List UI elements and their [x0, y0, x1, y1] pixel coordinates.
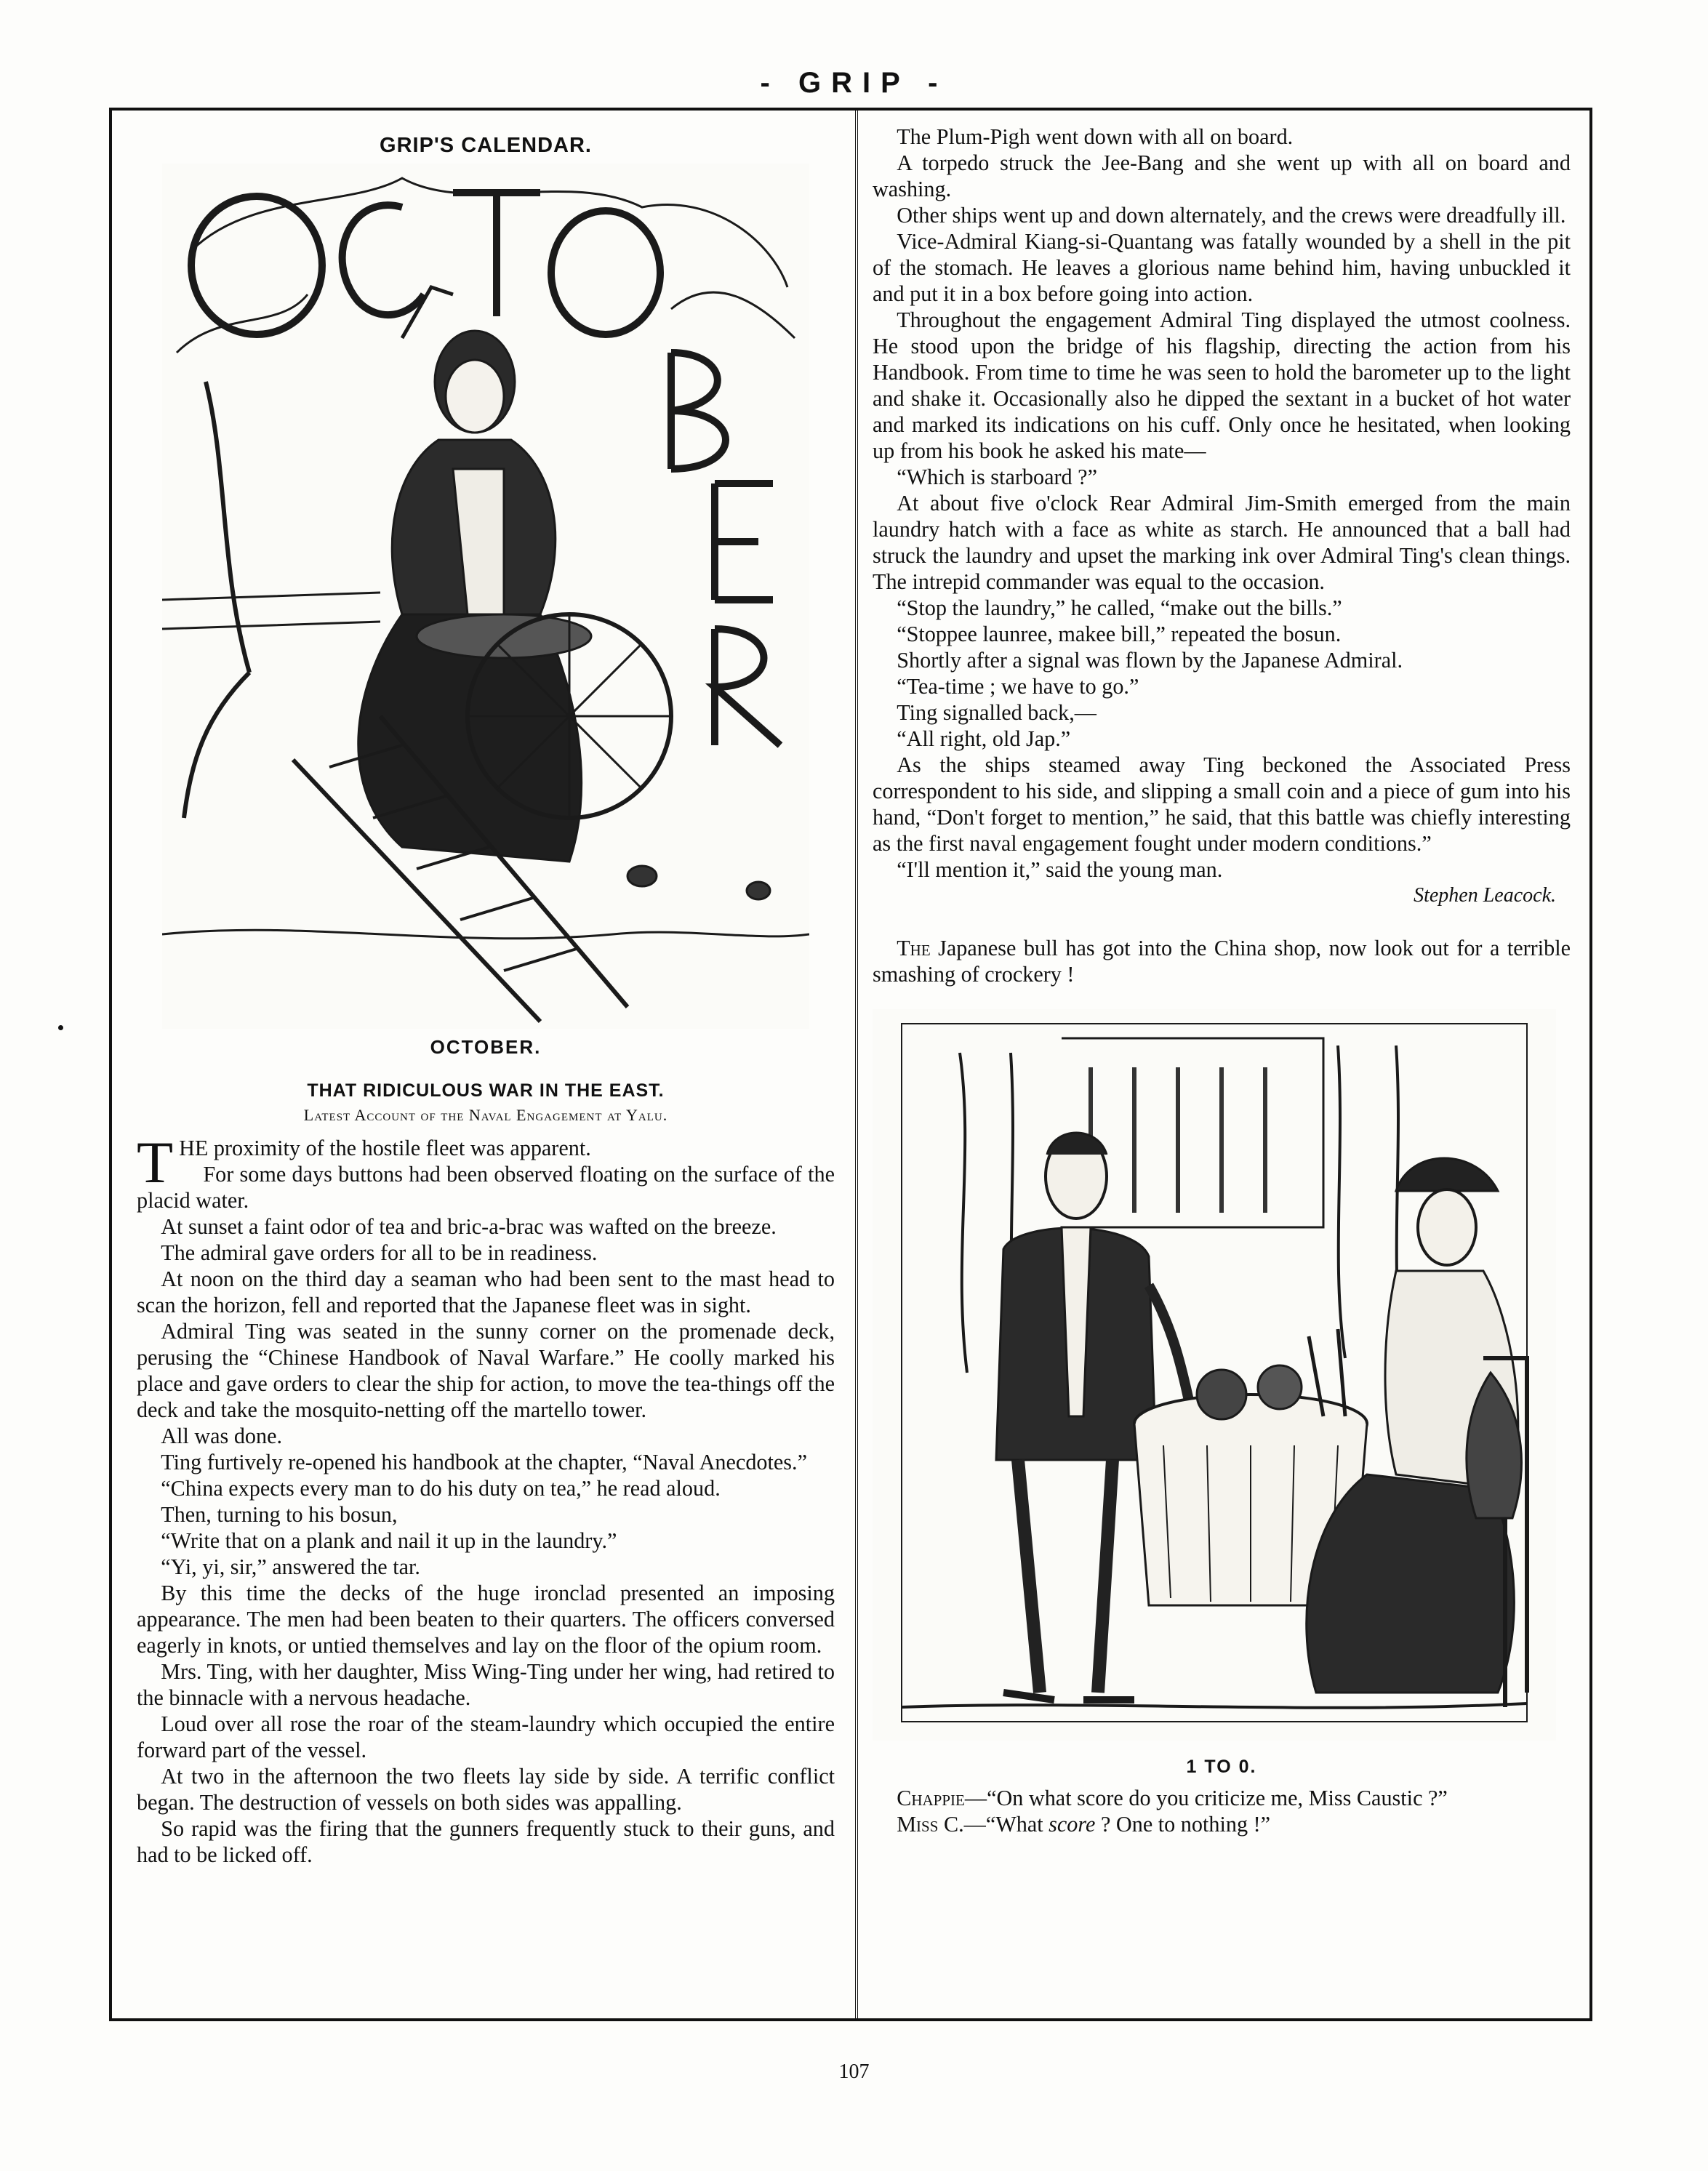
article-title: THAT RIDICULOUS WAR IN THE EAST.	[307, 1080, 665, 1101]
speaker-chappie: Chappie	[897, 1786, 965, 1810]
paragraph: Throughout the engagement Admiral Ting displayed the utmost coolness. He stood upon the bridge of his flagship, directing the action from his Handbook. From time to time he was seen to hold the barometer up to the light and shake it. Occasionally also he dipped the sextant in a bucket of hot water and marked its indications on his cuff. Only once he hesitated, when looking up from his book he asked his mate—	[873, 308, 1571, 463]
paragraph: For some days buttons had been observed floating on the surface of the placid water.	[137, 1162, 835, 1213]
october-illustration	[162, 164, 809, 1029]
article-body-left	[137, 1129, 835, 1868]
paragraph: So rapid was the firing that the gunners frequently stuck to their guns, and had to be licked off.	[137, 1816, 835, 1867]
paragraph: Then, turning to his bosun,	[161, 1502, 398, 1527]
ink-speck	[58, 1025, 63, 1030]
left-column	[137, 124, 835, 1868]
paragraph: By this time the decks of the huge ironclad presented an imposing appearance. The men had been beaten to their quarters. The officers conversed eagerly in knots, or untied themselves and lay on the floor of the opium room.	[137, 1581, 835, 1658]
page-number: 107	[838, 2060, 870, 2083]
dialogue-line	[873, 1811, 1571, 1837]
paragraph: A torpedo struck the Jee-Bang and she went up with all on board and washing.	[873, 151, 1571, 201]
paragraph: All was done.	[161, 1424, 283, 1448]
paragraph: The Plum-Pigh went down with all on board.	[897, 124, 1294, 149]
calendar-title: GRIP'S CALENDAR.	[380, 134, 592, 157]
october-caption: OCTOBER.	[430, 1036, 542, 1058]
author-signature: Stephen Leacock.	[1414, 884, 1556, 907]
drop-cap: T	[137, 1129, 174, 1195]
paragraph: Other ships went up and down alternately, and the crews were dreadfully ill.	[897, 203, 1566, 228]
article-subtitle: Latest Account of the Naval Engagement at Yalu.	[303, 1106, 668, 1124]
paragraph: At two in the afternoon the two fleets lay side by side. A terrific conflict began. The destruction of vessels on both sides was appalling.	[137, 1764, 835, 1815]
masthead: - GRIP -	[760, 67, 948, 99]
paragraph: “Write that on a plank and nail it up in the laundry.”	[161, 1528, 617, 1553]
paragraph: As the ships steamed away Ting beckoned the Associated Press correspondent to his side, and slipping a small coin and a piece of gum into his hand, “Don't forget to mention,” he said, that this battle was chiefly interesting as the first naval engagement fought under modern conditions.”	[873, 753, 1571, 856]
squib-paragraph	[873, 935, 1571, 987]
paragraph: “All right, old Jap.”	[897, 726, 1071, 751]
paragraph: “China expects every man to do his duty on tea,” he read aloud.	[161, 1476, 721, 1501]
squib-lead: The	[897, 936, 931, 960]
paragraph: “Stop the laundry,” he called, “make out the bills.”	[897, 595, 1342, 620]
dialogue-line	[873, 1785, 1571, 1811]
tea-table-cartoon-illustration	[873, 1009, 1556, 1741]
paragraph: The admiral gave orders for all to be in readiness.	[161, 1240, 598, 1265]
paragraph: Ting furtively re-opened his handbook at the chapter, “Naval Anecdotes.”	[161, 1450, 807, 1474]
paragraph: At noon on the third day a seaman who had been sent to the mast head to scan the horizon, fell and reported that the Japanese fleet was in sight.	[137, 1267, 835, 1317]
column-divider	[855, 111, 858, 2020]
dialogue-text: —“What	[963, 1812, 1049, 1837]
dialogue-text: ? One to nothing !”	[1095, 1812, 1271, 1837]
paragraph: At about five o'clock Rear Admiral Jim-Smith emerged from the main laundry hatch with a face as white as starch. He announced that a ball had struck the laundry and upset the marking ink over Admiral Ting's clean things. The intrepid commander was equal to the occasion.	[873, 491, 1571, 594]
cartoon-dialogue	[873, 1785, 1571, 1837]
paragraph: “I'll mention it,” said the young man.	[897, 857, 1223, 882]
paragraph: Shortly after a signal was flown by the Japanese Admiral.	[897, 648, 1403, 673]
paragraph: Ting signalled back,—	[897, 700, 1096, 725]
dialogue-text: —“On what score do you criticize me, Miss Caustic ?”	[964, 1786, 1448, 1810]
article-body-right	[873, 124, 1571, 987]
squib-text: Japanese bull has got into the China shop, now look out for a terrible smashing of crockery !	[873, 936, 1571, 987]
paragraph: “Yi, yi, sir,” answered the tar.	[161, 1554, 420, 1579]
paragraph: “Tea-time ; we have to go.”	[897, 674, 1139, 699]
paragraph: Loud over all rose the roar of the steam-laundry which occupied the entire forward part of the vessel.	[137, 1711, 835, 1762]
paragraph: Admiral Ting was seated in the sunny corner on the promenade deck, perusing the “Chinese Handbook of Naval Warfare.” He coolly marked his place and gave orders to clear the ship for action, to move the tea-things off the deck and take the mosquito-netting off the martello tower.	[137, 1319, 835, 1422]
paragraph: Mrs. Ting, with her daughter, Miss Wing-Ting under her wing, had retired to the binnacle with a nervous headache.	[137, 1659, 835, 1710]
paragraph: At sunset a faint odor of tea and bric-a-brac was wafted on the breeze.	[161, 1214, 777, 1239]
first-paragraph-text: HE proximity of the hostile fleet was apparent.	[179, 1136, 591, 1160]
speaker-miss-c: Miss C.	[897, 1812, 964, 1837]
right-column	[873, 124, 1571, 1837]
paragraph: “Which is starboard ?”	[897, 465, 1097, 489]
paragraph: Vice-Admiral Kiang-si-Quantang was fatally wounded by a shell in the pit of the stomach. He leaves a glorious name behind him, having unbuckled it and put it in a box before going into action.	[873, 229, 1571, 306]
cartoon-caption: 1 TO 0.	[1186, 1757, 1257, 1777]
dialogue-emphasis: score	[1049, 1812, 1096, 1837]
paragraph: “Stoppee launree, makee bill,” repeated the bosun.	[897, 622, 1342, 646]
